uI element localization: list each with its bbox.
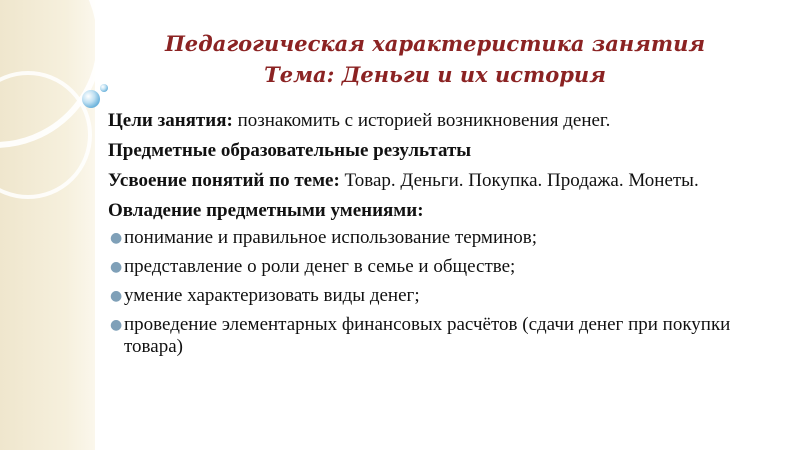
concepts-label: Усвоение понятий по теме: <box>108 170 340 191</box>
goals-paragraph <box>108 110 768 132</box>
subject-results-label: Предметные образовательные результаты <box>108 140 472 161</box>
slide-title <box>120 28 750 90</box>
title-line-1: Педагогическая характеристика занятия <box>164 31 706 56</box>
skills-heading <box>108 200 768 222</box>
small-bubble <box>100 84 108 92</box>
dot-bullet-icon: ● <box>110 259 123 275</box>
skills-label: Овладение предметными умениями: <box>108 200 424 221</box>
concepts-paragraph <box>108 170 768 192</box>
slide-content <box>108 110 768 365</box>
goals-label: Цели занятия: <box>108 110 233 131</box>
subject-results-heading <box>108 140 768 162</box>
list-item-text: проведение элементарных финансовых расчётов (сдачи денег при покупки товара) <box>124 314 731 357</box>
list-item-text: представление о роли денег в семье и обществе; <box>124 256 516 277</box>
list-item-text: понимание и правильное использование терминов; <box>124 227 538 248</box>
skills-list <box>108 227 768 358</box>
list-item <box>108 256 768 278</box>
goals-text: познакомить с историей возникновения денег. <box>232 110 611 131</box>
list-item-text: умение характеризовать виды денег; <box>124 285 420 306</box>
title-line-2: Тема: Деньги и их история <box>264 62 606 87</box>
list-item <box>108 314 768 358</box>
list-item <box>108 227 768 249</box>
dot-bullet-icon: ● <box>110 230 123 246</box>
dot-bullet-icon: ● <box>110 288 123 304</box>
big-bubble <box>82 90 100 108</box>
dot-bullet-icon: ● <box>110 317 123 333</box>
list-item <box>108 285 768 307</box>
concepts-text: Товар. Деньги. Покупка. Продажа. Монеты. <box>339 170 699 191</box>
